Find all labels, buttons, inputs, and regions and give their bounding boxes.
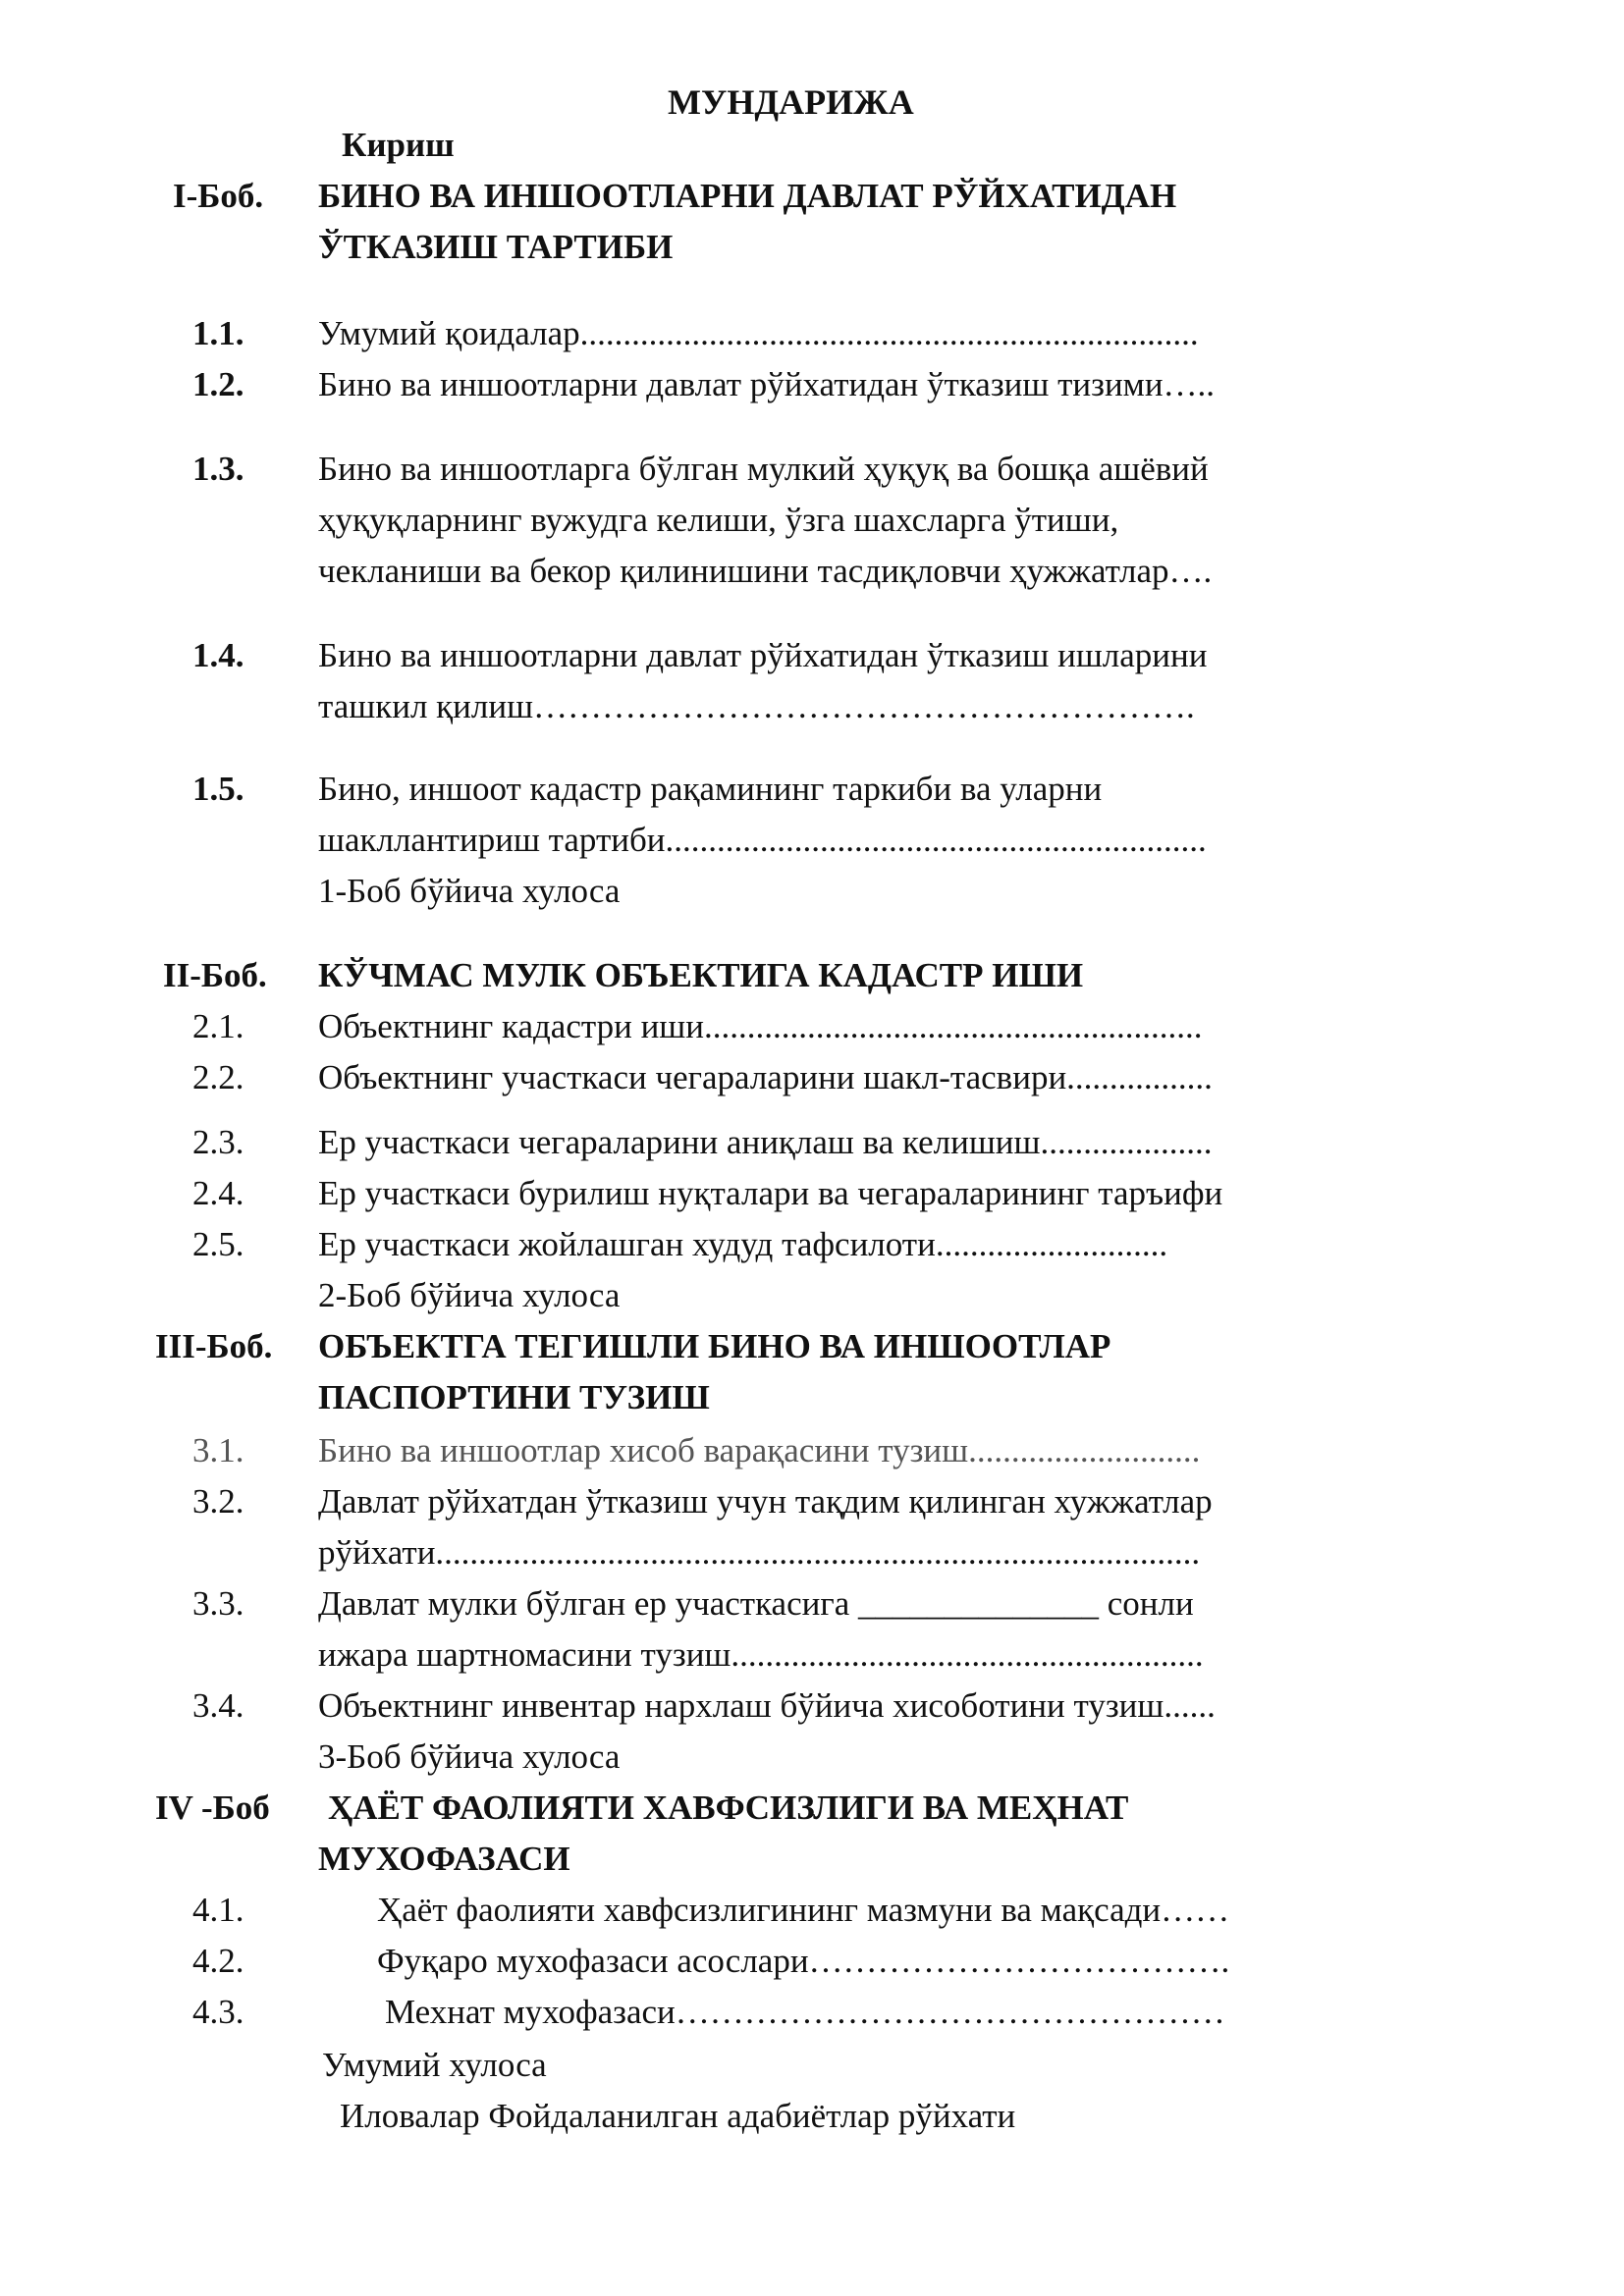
toc-item-text: Давлат мулки бўлган ер участкасига ______________ сонли xyxy=(318,1584,1194,1623)
toc-item-number: 2.2. xyxy=(192,1058,244,1096)
toc-item-number: 2.4. xyxy=(192,1174,244,1212)
toc-item-text: Бино ва иншоотларни давлат рўйхатидан ўтказиш ишларини xyxy=(318,636,1208,674)
toc-item-number: 1.4. xyxy=(192,636,244,674)
toc-item-text: Бино ва иншоотларни давлат рўйхатидан ўтказиш тизими….. xyxy=(318,365,1216,403)
toc-item-text: Ҳаёт фаолияти хавфсизлигининг мазмуни ва мақсади…… xyxy=(377,1891,1230,1929)
toc-item-text: Фуқаро мухофазаси асослари………………………………. xyxy=(377,1942,1230,1980)
toc-intro: Кириш xyxy=(342,126,455,164)
toc-item-number: 1.3. xyxy=(192,450,244,488)
toc-item-text: Объектнинг инвентар нархлаш бўйича хисоботини тузиш...... xyxy=(318,1686,1216,1725)
chapter-1-title-line-1: БИНО ВА ИНШООТЛАРНИ ДАВЛАТ РЎЙХАТИДАН xyxy=(318,177,1177,215)
toc-item-number: 4.2. xyxy=(192,1942,244,1980)
chapter-1-title-line-2: ЎТКАЗИШ ТАРТИБИ xyxy=(318,228,674,266)
chapter-3-number: III-Боб. xyxy=(155,1327,273,1365)
chapter-3-conclusion: 3-Боб бўйича хулоса xyxy=(318,1737,621,1776)
general-conclusion: Умумий хулоса xyxy=(322,2046,547,2084)
toc-item-text: Бино ва иншоотларга бўлган мулкий ҳуқуқ ва бошқа ашёвий xyxy=(318,450,1209,488)
toc-item-text: рўйхати......................................................................................... xyxy=(318,1533,1201,1572)
toc-item-number: 3.4. xyxy=(192,1686,244,1725)
chapter-4-title-line-1: ҲАЁТ ФАОЛИЯТИ ХАВФСИЗЛИГИ ВА МЕҲНАТ xyxy=(328,1789,1129,1827)
chapter-3-title-line-1: ОБЪЕКТГА ТЕГИШЛИ БИНО ВА ИНШООТЛАР xyxy=(318,1327,1111,1365)
toc-item-text: Бино, иншоот кадастр рақамининг таркиби ва уларни xyxy=(318,770,1103,808)
toc-item-text: Ер участкаси жойлашган худуд тафсилоти........................... xyxy=(318,1225,1168,1263)
toc-item-number: 4.3. xyxy=(192,1993,244,2031)
toc-item-number: 4.1. xyxy=(192,1891,244,1929)
chapter-2-number: II-Боб. xyxy=(163,956,267,994)
toc-item-text: Давлат рўйхатдан ўтказиш учун тақдим қилинган хужжатлар xyxy=(318,1482,1213,1521)
toc-item-text: Ер участкаси чегараларини аниқлаш ва келишиш.................... xyxy=(318,1123,1213,1161)
toc-item-number: 3.2. xyxy=(192,1482,244,1521)
chapter-4-title-line-2: МУХОФАЗАСИ xyxy=(318,1840,570,1878)
toc-item-number: 2.3. xyxy=(192,1123,244,1161)
toc-item-text: ижара шартномасини тузиш....................................................... xyxy=(318,1635,1204,1674)
toc-item-number: 1.1. xyxy=(192,314,244,352)
appendix-and-references: Иловалар Фойдаланилган адабиётлар рўйхати xyxy=(340,2097,1016,2135)
chapter-2-title: КЎЧМАС МУЛК ОБЪЕКТИГА КАДАСТР ИШИ xyxy=(318,956,1084,994)
chapter-1-number: I-Боб. xyxy=(173,177,264,215)
toc-item-text: ташкил қилиш…………………………………………………. xyxy=(318,687,1195,725)
toc-item-text: Объектнинг кадастри иши.......................................................... xyxy=(318,1007,1203,1045)
toc-item-text: Объектнинг участкаси чегараларини шакл-тасвири................. xyxy=(318,1058,1213,1096)
chapter-1-conclusion: 1-Боб бўйича хулоса xyxy=(318,872,621,910)
chapter-2-conclusion: 2-Боб бўйича хулоса xyxy=(318,1276,621,1314)
toc-item-text: Ер участкаси бурилиш нуқталари ва чегараларининг таръифи xyxy=(318,1174,1223,1212)
toc-item-text: чекланиши ва бекор қилинишини тасдиқловчи ҳужжатлар…. xyxy=(318,552,1213,590)
toc-item-number: 2.5. xyxy=(192,1225,244,1263)
chapter-4-number: IV -Боб xyxy=(155,1789,270,1827)
toc-item-text: Мехнат мухофазаси………………………………………… xyxy=(385,1993,1225,2031)
toc-title: МУНДАРИЖА xyxy=(668,82,914,122)
toc-item-text: Бино ва иншоотлар хисоб варақасини тузиш........................... xyxy=(318,1431,1201,1469)
toc-item-number: 1.2. xyxy=(192,365,244,403)
toc-item-text: ҳуқуқларнинг вужудга келиши, ўзга шахсларга ўтиши, xyxy=(318,501,1119,539)
toc-item-number: 3.1. xyxy=(192,1431,244,1469)
toc-item-text: шакллантириш тартиби............................................................... xyxy=(318,821,1207,859)
toc-item-text: Умумий қоидалар........................................................................ xyxy=(318,314,1199,352)
toc-item-number: 2.1. xyxy=(192,1007,244,1045)
toc-item-number: 1.5. xyxy=(192,770,244,808)
chapter-3-title-line-2: ПАСПОРТИНИ ТУЗИШ xyxy=(318,1378,710,1416)
toc-item-number: 3.3. xyxy=(192,1584,244,1623)
